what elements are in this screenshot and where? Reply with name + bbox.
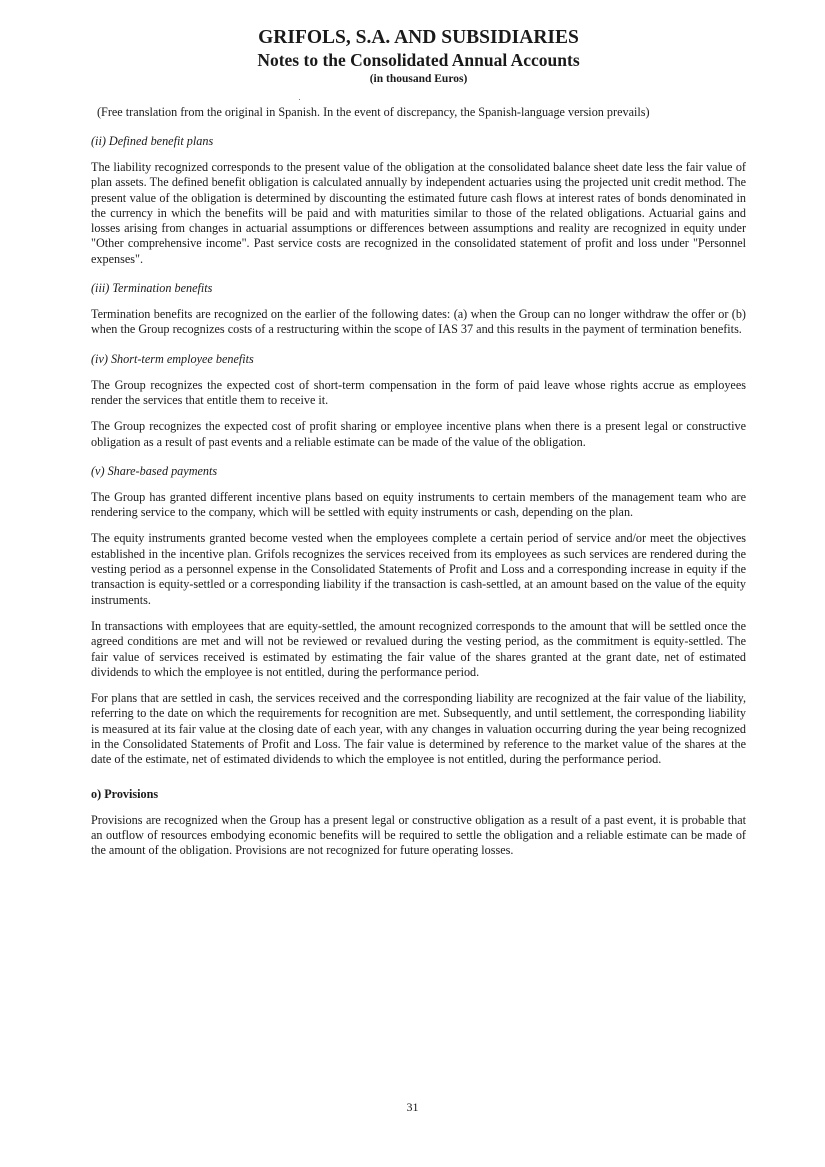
share-based-payments-paragraph: In transactions with employees that are equity-settled, the amount recognized corresponds to the amount that will be settled once the agreed conditions are met and will not be reviewed or revalued during the vesting period, as the commitment is equity-settled. The fair value of services received is estimated by estimating the fair value of the shares granted at the grant date, net of estimated dividends to which the employee is not entitled, during the performance period. xyxy=(91,618,746,679)
short-term-benefits-paragraph: The Group recognizes the expected cost of short-term compensation in the form of paid leave whose rights accrue as employees render the services that entitle them to receive it. xyxy=(91,377,746,407)
document-page xyxy=(91,26,746,859)
translation-disclaimer: (Free translation from the original in Spanish. In the event of discrepancy, the Spanish-language version prevails) xyxy=(97,105,650,119)
short-term-benefits-paragraph: The Group recognizes the expected cost of profit sharing or employee incentive plans when there is a present legal or constructive obligation as a result of past events and a reliable estimate can be made of the value of the obligation. xyxy=(91,419,746,449)
defined-benefit-paragraph: The liability recognized corresponds to the present value of the obligation at the consolidated balance sheet date less the fair value of plan assets. The defined benefit obligation is calculated annually by independent actuaries using the projected unit credit method. The present value of the obligation is determined by discounting the estimated future cash flows at interest rates of bonds denominated in the currency in which the benefits will be paid and with maturities similar to those of the related obligations. Actuarial gains and losses arising from changes in actuarial assumptions or differences between assumptions and reality are recognized in equity under "Other comprehensive income". Past service costs are recognized in the consolidated statement of profit and loss under "Personnel expenses". xyxy=(91,160,746,266)
share-based-payments-paragraph: The equity instruments granted become vested when the employees complete a certain period of service and/or meet the objectives established in the incentive plan. Grifols recognizes the services received from its employees as such services are rendered during the vesting period as a personnel expense in the Consolidated Statements of Profit and Loss and a corresponding increase in equity if the transaction is equity-settled or a corresponding liability if the transaction is cash-settled, at an amount based on the value of the equity instruments. xyxy=(91,531,746,607)
document-title: Notes to the Consolidated Annual Accounts xyxy=(257,50,580,70)
scan-mark xyxy=(299,99,300,100)
termination-benefits-heading: (iii) Termination benefits xyxy=(91,281,213,296)
document-header xyxy=(91,26,746,87)
share-based-payments-paragraph: The Group has granted different incentive plans based on equity instruments to certain members of the management team who are rendering service to the company, which will be settled with equity instruments or cash, depending on the plan. xyxy=(91,489,746,520)
share-based-payments-heading: (v) Share-based payments xyxy=(91,463,218,478)
provisions-heading: o) Provisions xyxy=(91,786,159,801)
units-note: (in thousand Euros) xyxy=(369,73,468,85)
defined-benefit-heading: (ii) Defined benefit plans xyxy=(91,134,214,148)
company-name: GRIFOLS, S.A. AND SUBSIDIARIES xyxy=(258,27,579,48)
provisions-paragraph: Provisions are recognized when the Group has a present legal or constructive obligation as a result of a past event, it is probable that an outflow of resources embodying economic benefits will be required to settle the obligation and a reliable estimate can be made of the amount of the obligation. Provisions are not recognized for future operating losses. xyxy=(91,812,746,858)
short-term-benefits-heading: (iv) Short-term employee benefits xyxy=(91,351,254,366)
termination-benefits-paragraph: Termination benefits are recognized on the earlier of the following dates: (a) when the Group can no longer withdraw the offer or (b) when the Group recognizes costs of a restructuring within the scope of IAS 37 and this results in the payment of termination benefits. xyxy=(91,307,746,337)
share-based-payments-paragraph: For plans that are settled in cash, the services received and the corresponding liability are recognized at the fair value of the liability, referring to the date on which the requirements for recognition are met. Subsequently, and until settlement, the corresponding liability is measured at its fair value at the closing date of each year, with any changes in valuation occurring during the year being recognized in the Consolidated Statements of Profit and Loss. The fair value is determined by reference to the market value of the shares at the date of the estimate, net of estimated dividends to which the employee is not entitled, during the performance period. xyxy=(91,691,746,767)
page-number: 31 xyxy=(406,1100,419,1114)
